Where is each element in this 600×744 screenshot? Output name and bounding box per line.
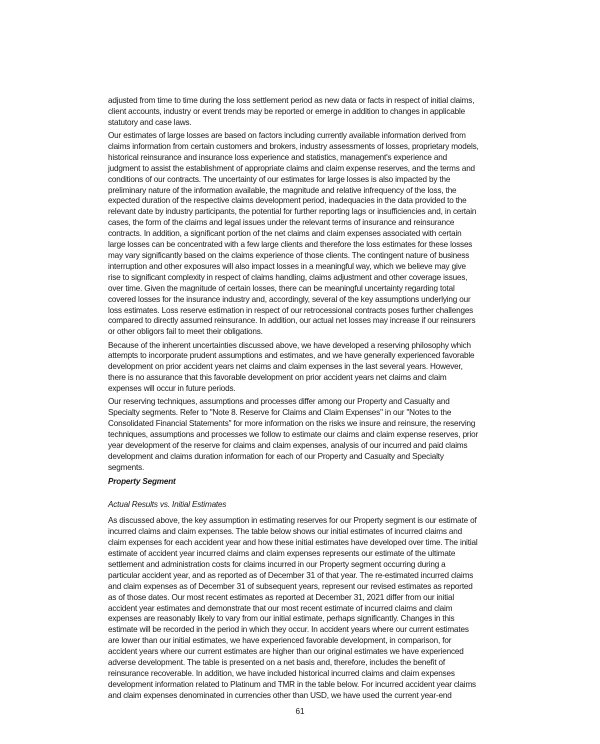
text-line: development on prior accident years net claims and claim expenses in the last several years. However, — [108, 362, 463, 372]
text-line: over time. Given the magnitude of certain losses, there can be meaningful uncertainty regarding total — [108, 283, 455, 293]
text-line: preliminary nature of the information available, the magnitude and relative infrequency of the loss, the — [108, 185, 457, 195]
text-line: covered losses for the insurance industry and, accordingly, several of the key assumptions underlying our — [108, 294, 471, 304]
text-line: client accounts, industry or event trends may be reported or emerge in addition to changes in applicable — [108, 106, 466, 116]
text-line: attempts to incorporate prudent assumptions and estimates, and we have generally experienced favorable — [108, 351, 475, 361]
text-line: segments. — [108, 462, 145, 472]
text-line: year development of the reserve for claims and claim expenses, analysis of our incurred and paid claims — [108, 440, 468, 450]
page-number: 61 — [295, 706, 305, 716]
text-line: Specialty segments. Refer to "Note 8. Reserve for Claims and Claim Expenses" in our "Notes to the — [108, 408, 452, 418]
text-line: rise to significant complexity in respect of claims handling, claims adjustment and other coverage issues, — [108, 272, 468, 282]
text-line: Our reserving techniques, assumptions and processes differ among our Property and Casualty and — [108, 397, 450, 407]
text-line: development information related to Platinum and TMR in the table below. For incurred accident year claims — [108, 679, 476, 689]
paragraph-reserving-techniques — [108, 397, 508, 473]
text-line: adjusted from time to time during the loss settlement period as new data or facts in respect of initial claims, — [108, 96, 475, 105]
text-line: techniques, assumptions and processes we follow to estimate our claims and claim expense reserves, prior — [108, 430, 479, 440]
text-line: statutory and case laws. — [108, 117, 192, 127]
text-line: are lower than our initial estimates, we have experienced favorable development, in comparison, for — [108, 636, 452, 646]
text-line: or other obligors fail to meet their obligations. — [108, 327, 263, 337]
text-line: claim expenses for each accident year and how these initial estimates have developed over time. The initial — [108, 538, 478, 548]
text-line: Our estimates of large losses are based on factors including currently available information derived from — [108, 131, 466, 141]
text-line: expected duration of the respective claims development period, inadequacies in the data provided to the — [108, 196, 467, 206]
text-line: judgment to assist the establishment of appropriate claims and claim expense reserves, and the terms and — [108, 163, 475, 173]
text-line: expenses are reasonably likely to vary from our initial estimate, perhaps significantly. Changes in this — [108, 614, 455, 624]
text-line: and claim expenses denominated in currencies other than USD, we have used the current year-end — [108, 690, 452, 700]
subsection-heading: Actual Results vs. Initial Estimates — [108, 500, 227, 510]
text-line: relevant date by industry participants, the potential for further reporting lags or insufficiencies and, in certain — [108, 207, 477, 217]
text-line: settlement and administration costs for claims incurred in our Property segment occurring during a — [108, 559, 446, 569]
text-line: reinsurance recoverable. In addition, we have included historical incurred claims and claim expenses — [108, 668, 455, 678]
text-line: As discussed above, the key assumption in estimating reserves for our Property segment is our estimate of — [108, 516, 477, 526]
text-line: conditions of our contracts. The uncertainty of our estimates for large losses is also impacted by the — [108, 174, 451, 184]
text-line: incurred claims and claim expenses. The table below shows our initial estimates of incurred claims and — [108, 527, 462, 537]
text-line: estimate of accident year incurred claims and claim expenses represents our estimate of the ultimate — [108, 549, 456, 558]
text-line: and claim expenses as of December 31 of subsequent years, represent our revised estimates as reported — [108, 581, 473, 591]
text-line: accident year estimates and demonstrate that our most recent estimate of incurred claims and claim — [108, 603, 453, 613]
text-line: may vary significantly based on the claims experience of those clients. The contingent nature of business — [108, 250, 470, 260]
text-line: adverse development. The table is presented on a net basis and, therefore, includes the benefit of — [108, 658, 446, 668]
document-page — [108, 96, 508, 718]
paragraph-reserving-philosophy — [108, 341, 508, 396]
text-line: estimate will be recorded in the period in which they occur. In accident years where our current estimates — [108, 625, 469, 635]
text-line: loss estimates. Loss reserve estimation in respect of our retrocessional contracts poses further challenges — [108, 305, 474, 315]
paragraph-loss-settlement — [108, 96, 508, 129]
text-line: Consolidated Financial Statements" for more information on the risks we insure and reinsure, the reserving — [108, 419, 476, 429]
text-line: Because of the inherent uncertainties discussed above, we have developed a reserving philosophy which — [108, 340, 471, 350]
paragraph-actual-vs-initial — [108, 516, 508, 701]
text-line: development and claims duration information for each of our Property and Casualty and Specialty — [108, 451, 444, 461]
text-line: particular accident year, and as reported as of December 31 of that year. The re-estimated incurred claims — [108, 570, 474, 580]
text-line: accident years where our current estimates are higher than our original estimates we have experienced — [108, 647, 464, 657]
text-line: as of those dates. Our most recent estimates as reported at December 31, 2021 differ from our initial — [108, 592, 454, 602]
text-line: large losses can be concentrated with a few large clients and therefore the loss estimates for these losses — [108, 240, 473, 250]
text-line: cases, the form of the claims and legal issues under the relevant terms of insurance and reinsurance — [108, 218, 455, 228]
text-line: there is no assurance that this favorable development on prior accident years net claims and claim — [108, 373, 447, 383]
text-line: historical reinsurance and insurance loss experience and statistics, management's experience and — [108, 152, 447, 162]
paragraph-large-losses — [108, 131, 508, 338]
text-line: expenses will occur in future periods. — [108, 384, 236, 394]
text-line: claims information from certain customers and brokers, industry assessments of losses, proprietary models, — [108, 141, 479, 151]
text-line: contracts. In addition, a significant portion of the net claims and claim expenses associated with certain — [108, 229, 462, 239]
text-line: compared to directly assumed reinsurance. In addition, our actual net losses may increase if our reinsurers — [108, 316, 476, 326]
section-heading: Property Segment — [108, 477, 176, 487]
text-line: interruption and other exposures will also impact losses in a meaningful way, which we believe may give — [108, 261, 466, 271]
